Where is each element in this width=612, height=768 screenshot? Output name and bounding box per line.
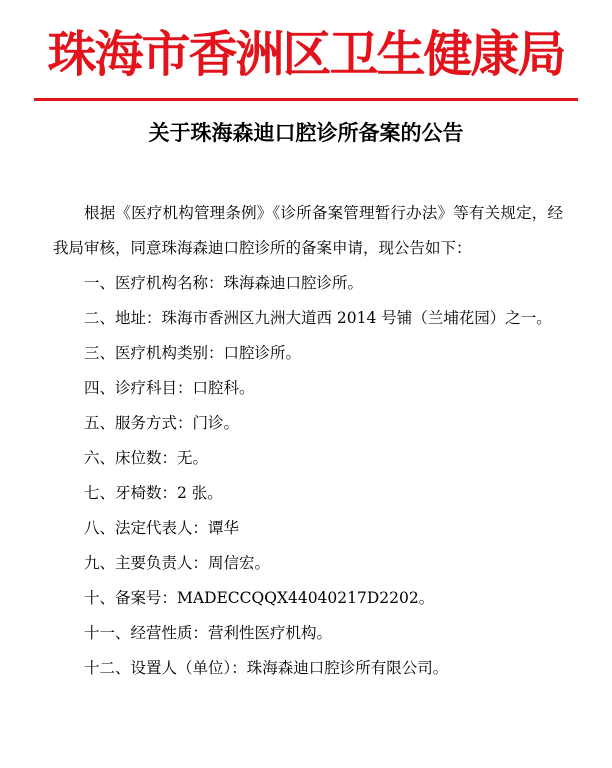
item-legal-representative: 八、法定代表人：谭华 xyxy=(84,519,240,537)
item-registration-number: 十、备案号：MADECCQQX44040217D2202。 xyxy=(84,589,435,607)
item-medical-subjects: 四、诊疗科目：口腔科。 xyxy=(84,379,255,397)
item-address: 二、地址：珠海市香洲区九洲大道西 2014 号铺（兰埔花园）之一。 xyxy=(84,309,552,327)
item-institution-name: 一、医疗机构名称：珠海森迪口腔诊所。 xyxy=(84,274,364,292)
item-service-mode: 五、服务方式：门诊。 xyxy=(84,414,240,432)
header-red-rule xyxy=(34,98,578,101)
item-establishing-entity: 十二、设置人（单位）：珠海森迪口腔诊所有限公司。 xyxy=(84,659,449,677)
document-body xyxy=(53,196,563,686)
issuing-organization-header: 珠海市香洲区卫生健康局 xyxy=(47,25,565,83)
intro-paragraph: 根据《医疗机构管理条例》《诊所备案管理暂行办法》等有关规定，经我局审核，同意珠海森迪口腔诊所的备案申请，现公告如下： xyxy=(53,204,563,257)
item-dental-chair-count: 七、牙椅数：2 张。 xyxy=(84,484,223,502)
item-bed-count: 六、床位数：无。 xyxy=(84,449,209,467)
item-institution-type: 三、医疗机构类别：口腔诊所。 xyxy=(84,344,302,362)
document-title: 关于珠海森迪口腔诊所备案的公告 xyxy=(148,120,464,145)
item-business-nature: 十一、经营性质：营利性医疗机构。 xyxy=(84,624,333,642)
item-principal-person: 九、主要负责人：周信宏。 xyxy=(84,554,271,572)
